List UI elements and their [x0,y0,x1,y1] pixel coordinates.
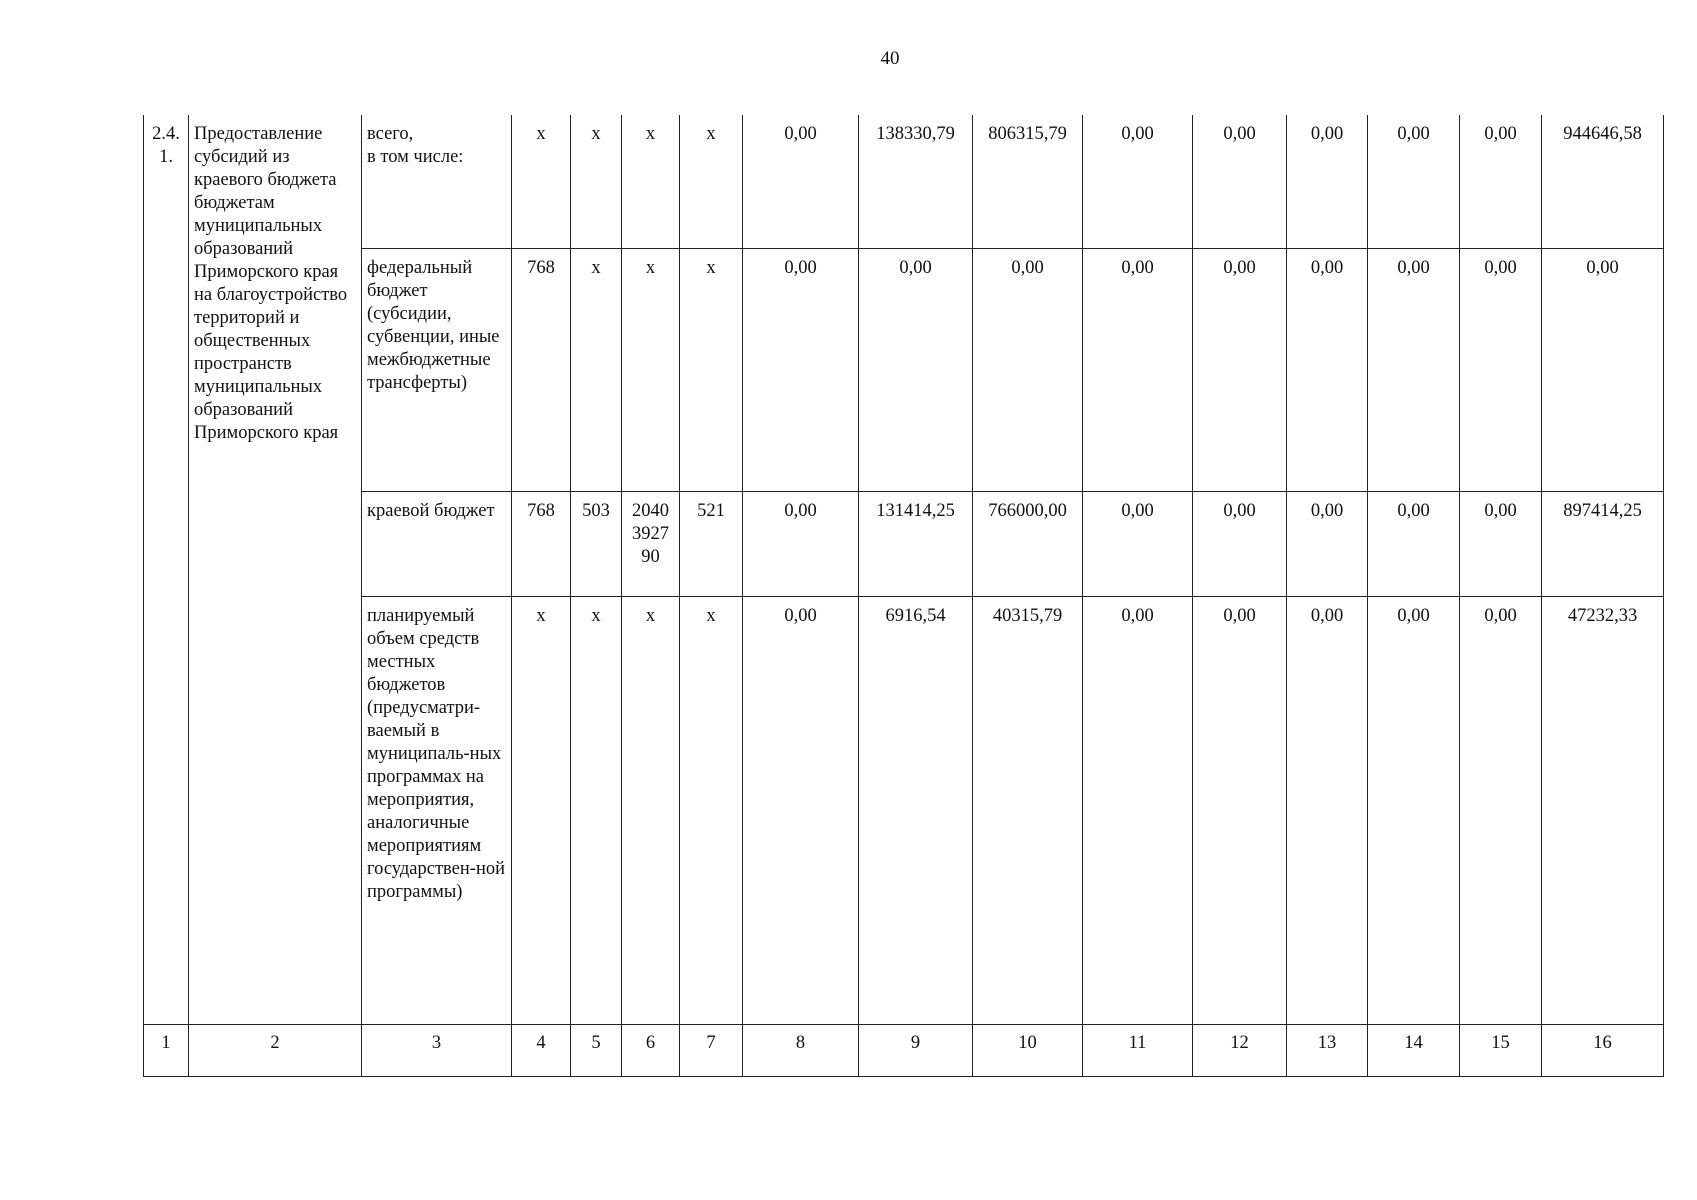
cell-c14: 0,00 [1368,115,1460,248]
cell-c6: 2040 3927 90 [622,491,680,596]
cell-c13: 0,00 [1287,491,1368,596]
cell-c4: 768 [512,248,571,491]
column-number: 12 [1193,1024,1287,1076]
cell-c7: х [680,596,743,1024]
column-number: 6 [622,1024,680,1076]
column-number: 9 [859,1024,973,1076]
cell-c4: х [512,596,571,1024]
column-number: 4 [512,1024,571,1076]
column-number: 11 [1083,1024,1193,1076]
cell-c6: х [622,596,680,1024]
table-row [144,115,1664,248]
cell-c16: 0,00 [1542,248,1664,491]
cell-c7: х [680,115,743,248]
table-row [144,248,1664,491]
cell-c8: 0,00 [743,115,859,248]
cell-c12: 0,00 [1193,248,1287,491]
funding-source: всего, в том числе: [362,115,512,248]
cell-c11: 0,00 [1083,248,1193,491]
budget-table [143,115,1664,1077]
funding-source: федеральный бюджет (субсидии, субвенции, иные межбюджетные трансферты) [362,248,512,491]
column-number: 7 [680,1024,743,1076]
cell-c16: 944646,58 [1542,115,1664,248]
item-number: 2.4. 1. [144,115,189,1024]
cell-c12: 0,00 [1193,491,1287,596]
cell-c16: 897414,25 [1542,491,1664,596]
cell-c15: 0,00 [1460,596,1542,1024]
cell-c7: х [680,248,743,491]
cell-c8: 0,00 [743,596,859,1024]
cell-c10: 766000,00 [973,491,1083,596]
column-number: 16 [1542,1024,1664,1076]
column-number: 8 [743,1024,859,1076]
cell-c14: 0,00 [1368,248,1460,491]
cell-c15: 0,00 [1460,248,1542,491]
cell-c15: 0,00 [1460,115,1542,248]
cell-c16: 47232,33 [1542,596,1664,1024]
cell-c13: 0,00 [1287,248,1368,491]
cell-c10: 806315,79 [973,115,1083,248]
cell-c10: 0,00 [973,248,1083,491]
cell-c13: 0,00 [1287,596,1368,1024]
cell-c7: 521 [680,491,743,596]
column-number: 1 [144,1024,189,1076]
cell-c4: х [512,115,571,248]
cell-c9: 138330,79 [859,115,973,248]
cell-c11: 0,00 [1083,491,1193,596]
column-number: 10 [973,1024,1083,1076]
cell-c13: 0,00 [1287,115,1368,248]
cell-c11: 0,00 [1083,596,1193,1024]
table-row [144,596,1664,1024]
cell-c9: 0,00 [859,248,973,491]
cell-c8: 0,00 [743,248,859,491]
cell-c5: х [571,248,622,491]
cell-c5: х [571,596,622,1024]
cell-c5: х [571,115,622,248]
cell-c4: 768 [512,491,571,596]
table-row [144,491,1664,596]
column-number: 15 [1460,1024,1542,1076]
cell-c10: 40315,79 [973,596,1083,1024]
cell-c12: 0,00 [1193,115,1287,248]
column-number: 14 [1368,1024,1460,1076]
column-number-row [144,1024,1664,1076]
cell-c14: 0,00 [1368,596,1460,1024]
column-number: 2 [189,1024,362,1076]
column-number: 3 [362,1024,512,1076]
cell-c14: 0,00 [1368,491,1460,596]
item-name: Предоставление субсидий из краевого бюджета бюджетам муниципальных образований Приморского края на благоустройство территорий и общественных пространств муниципальных образований Приморского края [189,115,362,1024]
page-number: 40 [880,48,900,69]
cell-c9: 6916,54 [859,596,973,1024]
cell-c6: х [622,115,680,248]
cell-c5: 503 [571,491,622,596]
funding-source: планируемый объем средств местных бюджетов (предусматри-ваемый в муниципаль-ных программах на мероприятия, аналогичные мероприятиям государствен-ной программы) [362,596,512,1024]
column-number: 5 [571,1024,622,1076]
cell-c8: 0,00 [743,491,859,596]
cell-c9: 131414,25 [859,491,973,596]
cell-c12: 0,00 [1193,596,1287,1024]
cell-c15: 0,00 [1460,491,1542,596]
cell-c6: х [622,248,680,491]
cell-c11: 0,00 [1083,115,1193,248]
funding-source: краевой бюджет [362,491,512,596]
column-number: 13 [1287,1024,1368,1076]
